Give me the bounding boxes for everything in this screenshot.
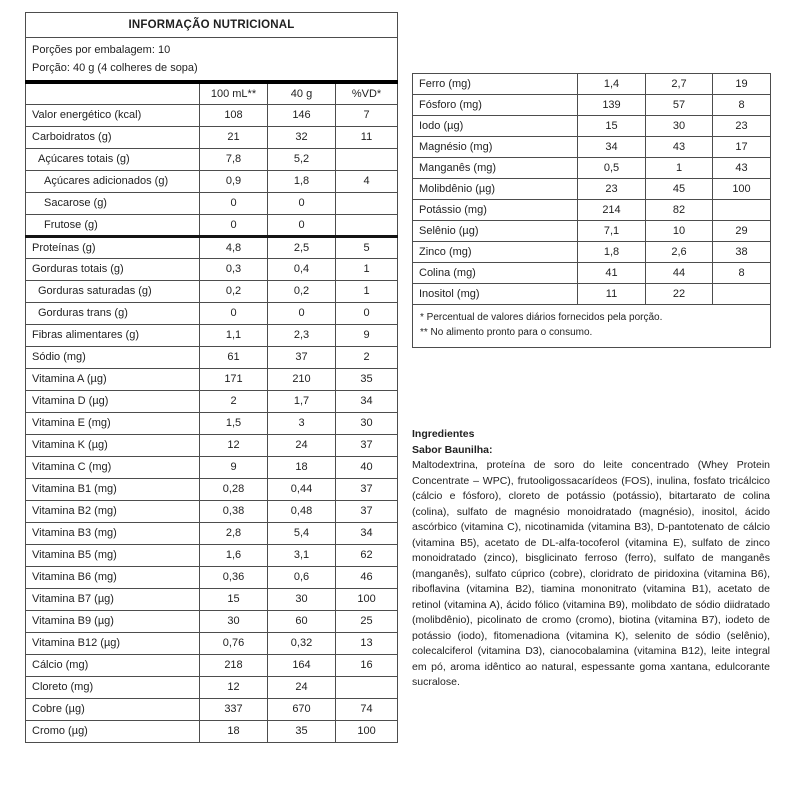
nutrient-label: Valor energético (kcal): [26, 104, 200, 126]
footnote-ready-to-consume: ** No alimento pronto para o consumo.: [420, 327, 593, 338]
value-40g: 43: [646, 137, 713, 158]
nutrient-label: Cobre (µg): [26, 698, 200, 720]
table-row: [26, 478, 398, 500]
nutrient-label: Manganês (mg): [413, 158, 578, 179]
value-40g: 24: [268, 676, 336, 698]
minerals-table: [412, 73, 771, 348]
table-row: [26, 544, 398, 566]
value-100ml: 11: [578, 284, 646, 305]
nutrient-label: Fibras alimentares (g): [26, 324, 200, 346]
value-vd: 16: [336, 654, 398, 676]
value-100ml: 0,28: [200, 478, 268, 500]
value-vd: 7: [336, 104, 398, 126]
value-100ml: 214: [578, 200, 646, 221]
value-vd: 30: [336, 412, 398, 434]
value-100ml: 0,9: [200, 170, 268, 192]
value-vd: 19: [713, 74, 771, 95]
value-100ml: 2: [200, 390, 268, 412]
value-40g: 164: [268, 654, 336, 676]
value-vd: 8: [713, 263, 771, 284]
nutrient-label: Inositol (mg): [413, 284, 578, 305]
value-vd: 37: [336, 434, 398, 456]
value-vd: [713, 284, 771, 305]
nutrient-label: Sacarose (g): [26, 192, 200, 214]
value-100ml: 337: [200, 698, 268, 720]
value-40g: 44: [646, 263, 713, 284]
value-vd: [336, 676, 398, 698]
value-40g: 670: [268, 698, 336, 720]
value-100ml: 0,2: [200, 280, 268, 302]
table-row: [26, 148, 398, 170]
serving-row: [26, 38, 398, 83]
nutrient-label: Carboidratos (g): [26, 126, 200, 148]
column-header-vd: %VD*: [336, 82, 398, 104]
servings-per-package: Porções por embalagem: 10: [32, 44, 171, 56]
value-vd: 35: [336, 368, 398, 390]
value-40g: 0,48: [268, 500, 336, 522]
value-40g: 3: [268, 412, 336, 434]
value-100ml: 1,1: [200, 324, 268, 346]
table-row: [26, 324, 398, 346]
value-vd: 5: [336, 236, 398, 258]
footnotes-row: [413, 305, 771, 348]
value-100ml: 4,8: [200, 236, 268, 258]
nutrient-label: Vitamina B1 (mg): [26, 478, 200, 500]
nutrient-label: Sódio (mg): [26, 346, 200, 368]
value-100ml: 171: [200, 368, 268, 390]
value-100ml: 23: [578, 179, 646, 200]
value-100ml: 1,8: [578, 242, 646, 263]
table-row: [26, 654, 398, 676]
value-100ml: 0,36: [200, 566, 268, 588]
value-vd: 25: [336, 610, 398, 632]
value-40g: 210: [268, 368, 336, 390]
column-header-100ml: 100 mL**: [200, 82, 268, 104]
table-row: [413, 158, 771, 179]
value-40g: 2,6: [646, 242, 713, 263]
table-row: [26, 456, 398, 478]
value-vd: 43: [713, 158, 771, 179]
minerals-table-body: [413, 74, 771, 348]
value-vd: 62: [336, 544, 398, 566]
table-row: [413, 221, 771, 242]
ingredients-heading: Ingredientes: [412, 428, 475, 440]
value-100ml: 0: [200, 302, 268, 324]
value-40g: 1,8: [268, 170, 336, 192]
nutrient-label: Proteínas (g): [26, 236, 200, 258]
value-40g: 0,6: [268, 566, 336, 588]
nutrient-label: Potássio (mg): [413, 200, 578, 221]
table-row: [26, 632, 398, 654]
nutrient-label: Gorduras saturadas (g): [26, 280, 200, 302]
value-100ml: 30: [200, 610, 268, 632]
column-header-40g: 40 g: [268, 82, 336, 104]
table-row: [26, 346, 398, 368]
value-vd: 4: [336, 170, 398, 192]
nutrient-label: Magnésio (mg): [413, 137, 578, 158]
value-100ml: 41: [578, 263, 646, 284]
nutrient-label: Vitamina C (mg): [26, 456, 200, 478]
nutrient-label: Cálcio (mg): [26, 654, 200, 676]
value-100ml: 18: [200, 720, 268, 742]
value-100ml: 1,5: [200, 412, 268, 434]
table-row: [413, 200, 771, 221]
value-40g: 5,2: [268, 148, 336, 170]
table-row: [413, 137, 771, 158]
value-vd: [713, 200, 771, 221]
value-40g: 37: [268, 346, 336, 368]
nutrient-label: Gorduras trans (g): [26, 302, 200, 324]
value-40g: 2,7: [646, 74, 713, 95]
value-vd: 29: [713, 221, 771, 242]
value-vd: 34: [336, 390, 398, 412]
value-vd: [336, 214, 398, 236]
nutrient-label: Iodo (µg): [413, 116, 578, 137]
value-100ml: 21: [200, 126, 268, 148]
ingredients-section: [412, 427, 770, 691]
value-vd: 1: [336, 258, 398, 280]
table-row: [413, 263, 771, 284]
value-100ml: 12: [200, 434, 268, 456]
nutrient-label: Vitamina B2 (mg): [26, 500, 200, 522]
table-row: [26, 676, 398, 698]
nutrient-label: Vitamina B3 (mg): [26, 522, 200, 544]
nutrient-label: Gorduras totais (g): [26, 258, 200, 280]
value-100ml: 12: [200, 676, 268, 698]
value-vd: 0: [336, 302, 398, 324]
value-40g: 0,2: [268, 280, 336, 302]
table-row: [413, 116, 771, 137]
value-100ml: 7,8: [200, 148, 268, 170]
value-vd: 37: [336, 478, 398, 500]
nutrient-label: Vitamina B7 (µg): [26, 588, 200, 610]
value-vd: 2: [336, 346, 398, 368]
value-100ml: 0: [200, 192, 268, 214]
nutrition-facts-table: [25, 12, 398, 743]
table-row: [26, 236, 398, 258]
nutrient-label: Zinco (mg): [413, 242, 578, 263]
table-title: INFORMAÇÃO NUTRICIONAL: [26, 13, 398, 38]
nutrient-label: Frutose (g): [26, 214, 200, 236]
title-row: [26, 13, 398, 38]
nutrient-label: Vitamina B9 (µg): [26, 610, 200, 632]
value-100ml: 0: [200, 214, 268, 236]
table-row: [26, 280, 398, 302]
nutrient-label: Molibdênio (µg): [413, 179, 578, 200]
nutrient-label: Vitamina K (µg): [26, 434, 200, 456]
ingredients-text: Maltodextrina, proteína de soro do leite concentrado (Whey Protein Concentrate – WPC), frutooligossacarídeos (FOS), inulina, fosfato tricálcico (cálcio e fósforo), cloreto de potássio (potássio), bitartarato de colina (colina), sulfato de magnésio monoidratado (magnésio), inositol, ácido ascórbico (vitamina C), nicotinamida (vitamina B3), D-pantotenato de cálcio (vitamina B5), acetato de DL-alfa-tocoferol (vitamina E), sulfato de zinco monoidratado (zinco), bisglicinato ferroso (ferro), sulfato de manganês (manganês), sulfato cúprico (cobre), cloridrato de piridoxina (vitamina B6), riboflavina (vitamina B2), tiamina mononitrato (vitamina B1), acetato de retinol (vitamina A), ácido fólico (vitamina B9), molibdato de sódio diidratado (molibdênio), picolinato de cromo (cromo), biotina (vitamina B7), iodeto de potássio (iodo), fitomenadiona (vitamina K), selenito de sódio (selênio), colecalciferol (vitamina D3), cianocobalamina (vitamina B12), leite integral em pó, aroma idêntico ao natural, espessante goma xantana, edulcorante sucralose.: [412, 459, 770, 688]
nutrient-label: Açúcares totais (g): [26, 148, 200, 170]
table-row: [26, 588, 398, 610]
value-100ml: 108: [200, 104, 268, 126]
table-row: [413, 95, 771, 116]
serving-info: [26, 38, 398, 83]
table-row: [26, 368, 398, 390]
value-100ml: 139: [578, 95, 646, 116]
nutrition-facts-body: [26, 13, 398, 743]
table-row: [26, 192, 398, 214]
value-40g: 0,44: [268, 478, 336, 500]
table-row: [26, 170, 398, 192]
nutrient-label: Fósforo (mg): [413, 95, 578, 116]
table-row: [26, 566, 398, 588]
value-40g: 32: [268, 126, 336, 148]
value-100ml: 0,76: [200, 632, 268, 654]
value-100ml: 2,8: [200, 522, 268, 544]
value-40g: 82: [646, 200, 713, 221]
value-vd: 100: [336, 720, 398, 742]
nutrient-label: Vitamina D (µg): [26, 390, 200, 412]
value-100ml: 1,4: [578, 74, 646, 95]
table-row: [26, 104, 398, 126]
value-vd: 23: [713, 116, 771, 137]
value-vd: 1: [336, 280, 398, 302]
table-row: [413, 179, 771, 200]
value-100ml: 15: [578, 116, 646, 137]
value-40g: 24: [268, 434, 336, 456]
value-vd: 100: [713, 179, 771, 200]
value-40g: 57: [646, 95, 713, 116]
serving-size: Porção: 40 g (4 colheres de sopa): [32, 62, 198, 74]
value-40g: 0: [268, 302, 336, 324]
value-vd: 38: [713, 242, 771, 263]
footnotes: [413, 305, 771, 348]
table-row: [26, 258, 398, 280]
value-40g: 2,5: [268, 236, 336, 258]
value-vd: 34: [336, 522, 398, 544]
table-row: [26, 434, 398, 456]
value-40g: 60: [268, 610, 336, 632]
value-vd: 40: [336, 456, 398, 478]
table-row: [26, 302, 398, 324]
nutrient-label: Vitamina B12 (µg): [26, 632, 200, 654]
value-vd: 13: [336, 632, 398, 654]
nutrient-label: Ferro (mg): [413, 74, 578, 95]
value-40g: 2,3: [268, 324, 336, 346]
column-header-row: [26, 82, 398, 104]
value-40g: 10: [646, 221, 713, 242]
value-vd: 37: [336, 500, 398, 522]
nutrient-label: Vitamina E (mg): [26, 412, 200, 434]
nutrient-label: Vitamina B6 (mg): [26, 566, 200, 588]
value-vd: 46: [336, 566, 398, 588]
table-row: [413, 284, 771, 305]
value-40g: 3,1: [268, 544, 336, 566]
value-100ml: 218: [200, 654, 268, 676]
nutrient-label: Selênio (µg): [413, 221, 578, 242]
value-40g: 45: [646, 179, 713, 200]
value-40g: 30: [268, 588, 336, 610]
nutrient-label: Vitamina B5 (mg): [26, 544, 200, 566]
value-vd: 11: [336, 126, 398, 148]
table-row: [413, 74, 771, 95]
column-header-empty: [26, 82, 200, 104]
value-vd: 100: [336, 588, 398, 610]
table-row: [26, 126, 398, 148]
value-40g: 35: [268, 720, 336, 742]
footnote-daily-values: * Percentual de valores diários fornecidos pela porção.: [420, 312, 663, 323]
table-row: [26, 214, 398, 236]
table-row: [26, 720, 398, 742]
value-100ml: 15: [200, 588, 268, 610]
value-100ml: 9: [200, 456, 268, 478]
value-100ml: 0,3: [200, 258, 268, 280]
value-100ml: 7,1: [578, 221, 646, 242]
value-40g: 1: [646, 158, 713, 179]
table-row: [26, 522, 398, 544]
nutrient-label: Cromo (µg): [26, 720, 200, 742]
value-40g: 18: [268, 456, 336, 478]
flavor-heading: Sabor Baunilha:: [412, 443, 493, 456]
value-40g: 0,4: [268, 258, 336, 280]
value-40g: 0: [268, 192, 336, 214]
value-40g: 146: [268, 104, 336, 126]
value-vd: 8: [713, 95, 771, 116]
value-100ml: 34: [578, 137, 646, 158]
table-row: [26, 500, 398, 522]
table-row: [26, 390, 398, 412]
value-vd: 74: [336, 698, 398, 720]
value-40g: 5,4: [268, 522, 336, 544]
value-vd: 9: [336, 324, 398, 346]
value-40g: 1,7: [268, 390, 336, 412]
value-40g: 22: [646, 284, 713, 305]
table-row: [26, 412, 398, 434]
value-vd: [336, 192, 398, 214]
value-100ml: 1,6: [200, 544, 268, 566]
nutrient-label: Colina (mg): [413, 263, 578, 284]
nutrient-label: Cloreto (mg): [26, 676, 200, 698]
nutrient-label: Vitamina A (µg): [26, 368, 200, 390]
value-40g: 0,32: [268, 632, 336, 654]
table-row: [26, 610, 398, 632]
value-40g: 30: [646, 116, 713, 137]
value-100ml: 0,5: [578, 158, 646, 179]
value-vd: [336, 148, 398, 170]
value-100ml: 0,38: [200, 500, 268, 522]
value-vd: 17: [713, 137, 771, 158]
value-40g: 0: [268, 214, 336, 236]
nutrient-label: Açúcares adicionados (g): [26, 170, 200, 192]
table-row: [413, 242, 771, 263]
value-100ml: 61: [200, 346, 268, 368]
table-row: [26, 698, 398, 720]
